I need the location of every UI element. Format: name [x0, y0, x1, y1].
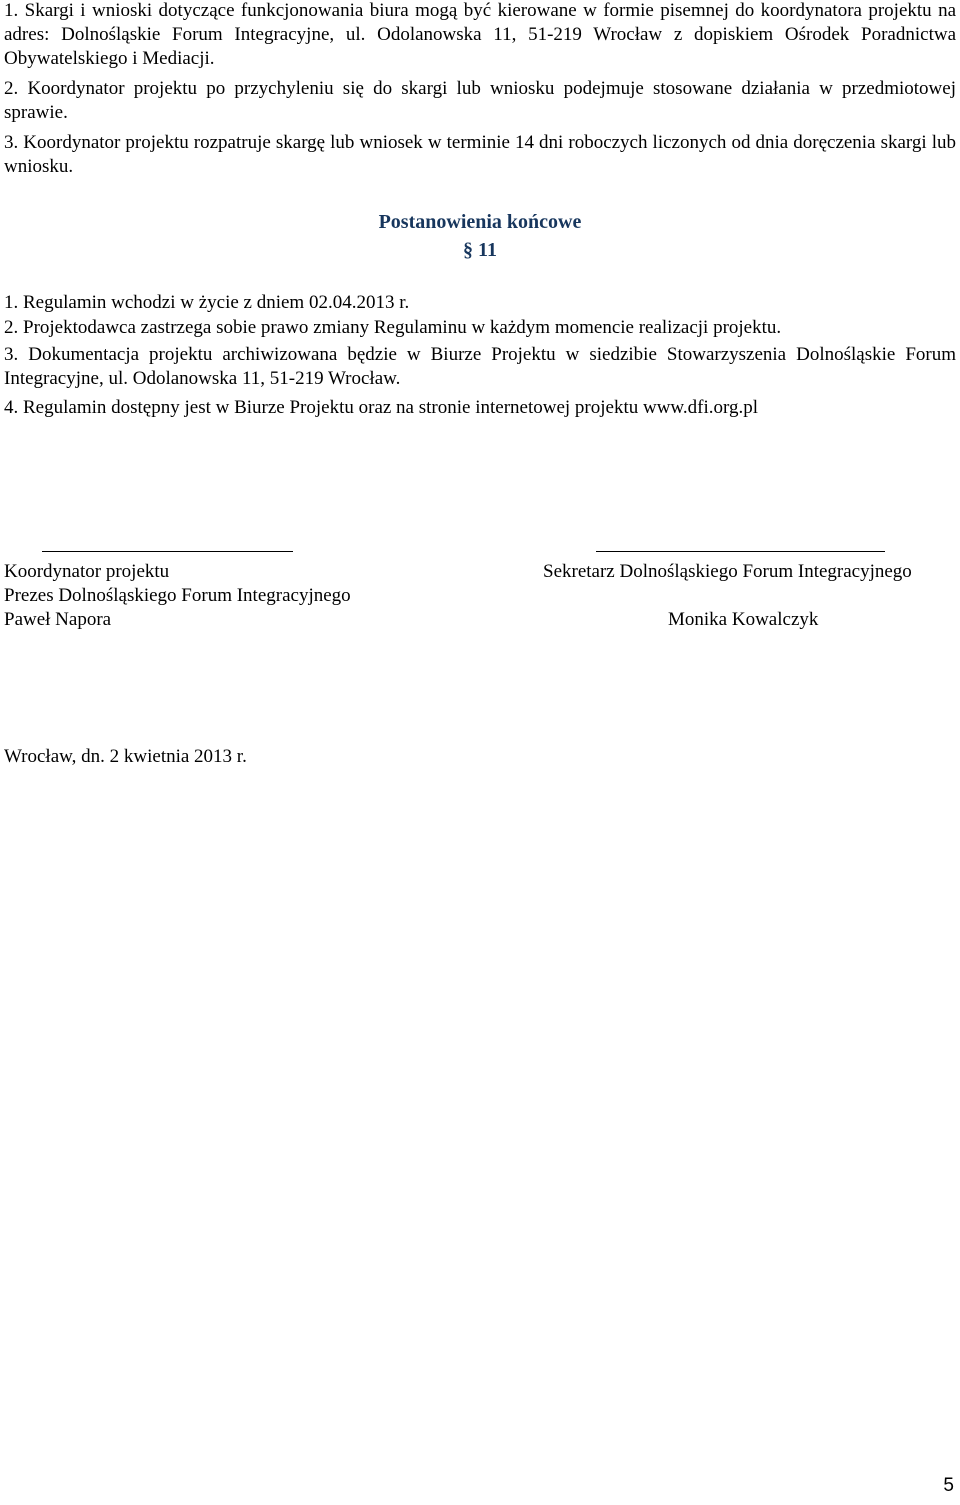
provision-item-4: 4. Regulamin dostępny jest w Biurze Projektu oraz na stronie internetowej projektu www.dfi.org.pl: [4, 397, 759, 418]
place-and-date: Wrocław, dn. 2 kwietnia 2013 r.: [4, 746, 247, 767]
section-title: Postanowienia końcowe: [378, 211, 582, 233]
paragraph-number: § 11: [463, 239, 497, 261]
signature-right-role: Sekretarz Dolnośląskiego Forum Integracyjnego: [543, 561, 912, 582]
provision-item-2: 2. Projektodawca zastrzega sobie prawo zmiany Regulaminu w każdym momencie realizacji projektu.: [4, 317, 782, 338]
signature-left-role: Koordynator projektu: [4, 561, 170, 582]
signature-left-title: Prezes Dolnośląskiego Forum Integracyjnego: [4, 585, 351, 606]
signature-line-right: [596, 551, 885, 552]
complaint-item-3: 3. Koordynator projektu rozpatruje skargę lub wniosek w terminie 14 dni roboczych liczonych od dnia doręczenia skargi lub wniosku.: [4, 132, 956, 177]
complaint-item-1: 1. Skargi i wnioski dotyczące funkcjonowania biura mogą być kierowane w formie pisemnej do koordynatora projektu na adres: Dolnośląskie Forum Integracyjne, ul. Odolanowska 11, 51-219 Wrocław z dopiskiem Ośrodek Poradnictwa Obywatelskiego i Mediacji.: [4, 0, 956, 69]
signature-line-left: [42, 551, 293, 552]
signature-right-name: Monika Kowalczyk: [668, 609, 819, 630]
page-number: 5: [943, 1475, 954, 1496]
provision-item-1: 1. Regulamin wchodzi w życie z dniem 02.04.2013 r.: [4, 292, 410, 313]
complaint-item-2: 2. Koordynator projektu po przychyleniu się do skargi lub wniosku podejmuje stosowane działania w przedmiotowej sprawie.: [4, 78, 956, 123]
signature-left-name: Paweł Napora: [4, 609, 112, 630]
provision-item-3: 3. Dokumentacja projektu archiwizowana będzie w Biurze Projektu w siedzibie Stowarzyszenia Dolnośląskie Forum Integracyjne, ul. Odolanowska 11, 51-219 Wrocław.: [4, 344, 956, 389]
